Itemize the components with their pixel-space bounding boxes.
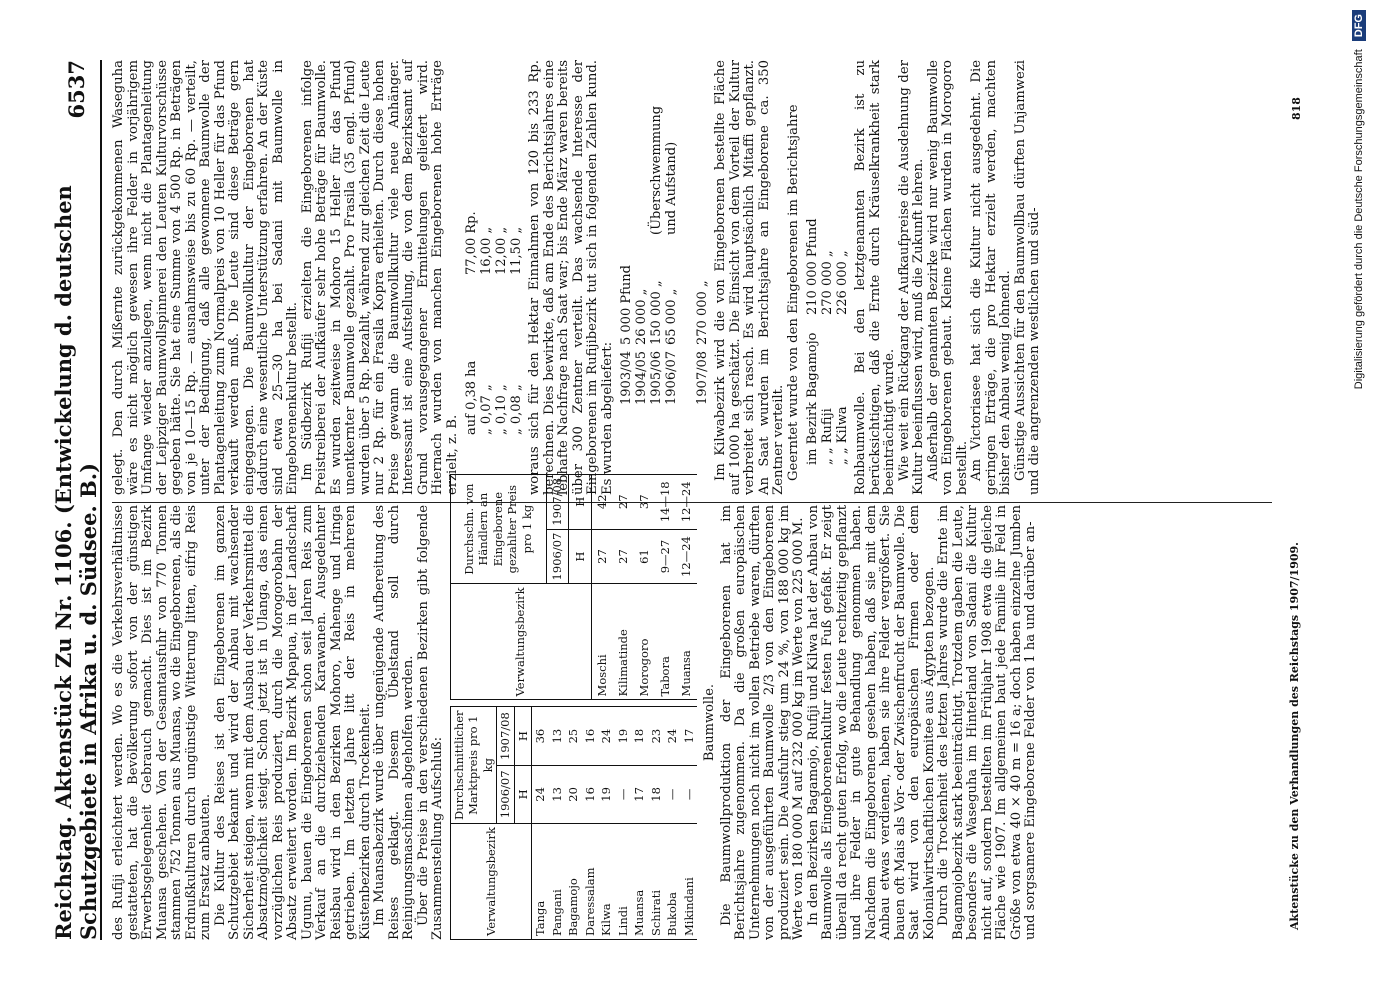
table-unit: H bbox=[569, 529, 591, 584]
paragraph: Geerntet wurde von den Eingeborenen im Berichtsjahre bbox=[785, 104, 801, 481]
price-value: 9—27 bbox=[655, 529, 676, 584]
table-row bbox=[613, 474, 634, 700]
delivery-amount: 5 000 Pfund bbox=[619, 265, 634, 345]
table-group-header: Durchschnittlicher Marktpreis pro 1 kg bbox=[450, 707, 497, 824]
price-value: 16 bbox=[582, 707, 599, 765]
delivery-note: (Überschwemmung und Aufstand) bbox=[649, 105, 679, 235]
price-value: 13 bbox=[549, 707, 566, 765]
paragraph: gelegt. Den durch Mißernte zurückgekommenen Waseguha wäre es nicht möglich gewesen ihre Felder in vorjährigem Umfange wieder anzulegen, wenn nicht die Plantagenleitung der Leipziger Baumwollspinnerei den Leuten Kulturvorschüsse gegeben hätte. Sie hat eine Summe von 4 500 Rp. in Beträgen von je 10—15 Rp. — ausnahmsweise bis zu 60 Rp. — verteilt, unter der Bedingung, daß alle gewonnene Baumwolle der Plantagenleitung zum Normalpreis von 10 Heller für das Pfund verkauft werden muß. Die Leute sind diese Beträge gern eingegangen. Die Baumwollkultur der Eingeborenen hat dadurch eine wesentliche Unterstützung erfahren. An der Küste sind etwa 25—30 ha bei Sadani mit Baumwolle in Eingeborenenkultur bestellt. bbox=[111, 60, 300, 495]
table-unit: H bbox=[514, 707, 532, 765]
district-name: Mikindani bbox=[681, 824, 698, 940]
table-row bbox=[565, 707, 582, 940]
yield-amount: 77,00 Rp. bbox=[464, 211, 479, 275]
harvest-district: „ „ Kilwa bbox=[835, 406, 850, 465]
list-item bbox=[619, 60, 634, 405]
list-item bbox=[805, 60, 820, 465]
footer-source: Aktenstücke zu den Verhandlungen des Reichstags 1907/1909. bbox=[1288, 542, 1301, 930]
district-name: Schirati bbox=[648, 824, 665, 940]
paragraph: Im Muansabezirk wurde über ungenügende Aufbereitung des Reises geklagt. Diesem Übelstand soll durch Reinigungsmaschinen abgeholfen werden. bbox=[372, 505, 416, 940]
harvest-district: „ „ Rufiji bbox=[820, 408, 835, 465]
paragraph: woraus sich für den Hektar Einnahmen von 120 bis 233 Rp. berechnen. Dies bewirkte, daß am Ende des Berichtsjahres eine lebhafte Nachfrage nach Saat war; bis Ende März waren bereits über 300 Zentner verteilt. Das wachsende Interesse der Eingeborenen im Rufijibezirk tut sich in folgenden Zahlen kund. Es wurden abgeliefert: bbox=[527, 60, 615, 495]
table-row bbox=[615, 707, 632, 940]
table-row bbox=[648, 707, 665, 940]
table-row bbox=[655, 474, 676, 700]
paragraph: Wie weit ein Rückgang der Aufkaufpreise die Ausdehnung der Kultur beeinflussen wird, muß die Zukunft lehren. bbox=[896, 60, 926, 495]
district-name: Lindi bbox=[615, 824, 632, 940]
price-tables bbox=[450, 477, 698, 940]
district-name: Moschi bbox=[591, 584, 613, 700]
harvest-amount: 226 000 „ bbox=[835, 250, 850, 315]
price-value: 12—24 bbox=[676, 529, 697, 584]
price-value: 19 bbox=[598, 765, 615, 823]
district-name: Morogoro bbox=[634, 584, 655, 700]
district-name: Tabora bbox=[655, 584, 676, 700]
yield-area: „ 0,08 „ bbox=[509, 384, 524, 435]
paragraph: Günstige Aussichten für den Baumwollbau dürften Unjamwezi und die angrenzenden westlichen und süd- bbox=[1012, 60, 1042, 495]
table-col-header: Verwaltungsbezirk bbox=[450, 824, 532, 940]
table-group-header: Durchschn. von Händlern an Eingeborene gezahlter Preis pro 1 kg bbox=[450, 474, 546, 584]
paragraph: Die Kultur des Reises ist den Eingeborenen im ganzen Schutzgebiet bekannt und wird der Anbau mit wachsender Sicherheit steigen, wenn mit dem Ausbau der Verkehrsmittel die Absatzmöglichkeit steigt. Schon jetzt ist in Ulanga, das einen vorzüglichen Reis produziert, durch die Morogorobahn der Absatz erweitert worden. Im Bezirk Mpapua, in der Landschaft Ugunu, bauen die Eingeborenen schon seit Jahren Reis zum Verkauf an die durchziehenden Karawanen. Ausgedehnter Reisbau wird in den Bezirken Mohoro, Mahenge und Iringa getrieben. Im letzten Jahre litt der Reis in mehreren Küstenbezirken durch Trockenheit. bbox=[212, 505, 373, 940]
price-value: 27 bbox=[591, 529, 613, 584]
price-value: 17 bbox=[631, 765, 648, 823]
price-value: 24 bbox=[532, 765, 549, 823]
price-value: 24 bbox=[664, 707, 681, 765]
list-item bbox=[695, 60, 710, 405]
delivery-year: 1907/08 bbox=[695, 350, 710, 405]
list-item bbox=[494, 60, 509, 435]
price-value: 37 bbox=[634, 474, 655, 529]
harvest-list bbox=[805, 60, 850, 465]
price-value: 61 bbox=[634, 529, 655, 584]
price-value: 14—18 bbox=[655, 474, 676, 529]
table-year-header: 1906/07 bbox=[546, 529, 568, 584]
list-item bbox=[835, 60, 850, 465]
price-value: 27 bbox=[613, 529, 634, 584]
table-row bbox=[591, 474, 613, 700]
paragraph: In den Bezirken Bagamojo, Rufiji und Kilwa hat der Anbau von Baumwolle als Eingeborenenkultur festen Fuß gefaßt. Er zeigt überall da recht guten Erfolg, wo die Leute rechtzeitig gepflanzt und ihre Felder in gute Behandlung genommen haben. Nachdem die Eingeborenen gesehen haben, daß sie mit dem Anbau etwas verdienen, haben sie ihre Felder vergrößert. Sie bauen oft Mais als Vor- oder Zwischenfrucht der Baumwolle. Die Saat wird von den europäischen Firmen oder dem Kolonialwirtschaftlichen Komitee aus Ägypten bezogen. bbox=[805, 505, 937, 940]
price-value: — bbox=[664, 765, 681, 823]
header-title: Reichstag. Aktenstück Zu Nr. 1106. (Entwickelung d. deutschen Schutzgebiete in Afrika u. d. Südsee. B.) bbox=[51, 185, 101, 940]
delivery-year: 1906/07 bbox=[664, 350, 679, 405]
price-value: 18 bbox=[648, 765, 665, 823]
table-year-header: 1906/07 bbox=[497, 765, 515, 823]
delivery-amount: 270 000 „ bbox=[695, 280, 710, 345]
table-year-header: 1907/08 bbox=[497, 707, 515, 765]
table-row bbox=[634, 474, 655, 700]
price-value: — bbox=[681, 765, 698, 823]
yield-list bbox=[464, 60, 524, 435]
paragraph: Über die Preise in den verschiedenen Bezirken gibt folgende Zusammenstellung Aufschluß: bbox=[415, 505, 445, 940]
delivery-year: 1903/04 bbox=[619, 350, 634, 405]
table-unit: H bbox=[514, 765, 532, 823]
district-name: Kilimatinde bbox=[613, 584, 634, 700]
paragraph: Außerhalb der genannten Bezirke wird nur wenig Baumwolle von Eingeborenen gebaut. Kleine Flächen wurden in Morogoro bestellt. bbox=[925, 60, 970, 495]
district-name: Kilwa bbox=[598, 824, 615, 940]
left-column bbox=[111, 477, 1282, 940]
table-row bbox=[598, 707, 615, 940]
table-row bbox=[631, 707, 648, 940]
paragraph: Durch die Trockenheit des letzten Jahres wurde die Ernte im Bagamojobezirk stark beeinträchtigt. Trotzdem gaben die Leute, besonders die Waseguha im Hinterland von Sadani die Kultur nicht auf, sondern bestellten im Frühjahr 1908 etwa die gleiche Fläche wie 1907. Im allgemeinen baut jede Familie ihr Feld in Größe von etwa 40 × 40 m = 16 a; doch haben einzelne Jumben und sorgsamere Eingeborene Felder von 1 ha und darüber an- bbox=[936, 505, 1038, 940]
table-year-header: 1907/08 bbox=[546, 474, 568, 529]
delivery-amount: 150 000 „ bbox=[649, 280, 664, 345]
price-value: — bbox=[615, 765, 632, 823]
table-row bbox=[582, 707, 599, 940]
district-name: Tanga bbox=[532, 824, 549, 940]
list-item bbox=[634, 60, 649, 405]
list-item bbox=[509, 60, 524, 435]
delivery-year: 1904/05 bbox=[634, 350, 649, 405]
district-name: Bagamojo bbox=[565, 824, 582, 940]
price-value: 17 bbox=[681, 707, 698, 765]
district-name: Muansa bbox=[631, 824, 648, 940]
footer-sheet-number: 818 bbox=[1290, 97, 1303, 120]
harvest-district: im Bezirk Bagamojo bbox=[805, 332, 820, 465]
paragraph: des Rufiji erleichtert werden. Wo es die Verkehrsverhältnisse gestatteten, hat die Bevölkerung sofort von der günstigen Erwerbsgelegenheit Gebrauch gemacht. Dies ist im Bezirk Muansa geschehen. Von der Gesamtausfuhr von 770 Tonnen stammen 752 Tonnen aus Muansa, wo die Eingeborenen, als die Erdnußkulturen durch ungünstige Witterung litten, eifrig Reis zum Ersatz anbauten. bbox=[111, 505, 213, 940]
yield-amount: 16,00 „ bbox=[479, 226, 494, 275]
paragraph: Rohbaumwolle. Bei den letztgenannten Bezirk ist zu berücksichtigen, daß die Ernte durch Kräuselkrankheit stark beeinträchtigt wurde. bbox=[853, 60, 897, 495]
delivery-amount: 26 000 „ bbox=[634, 288, 649, 345]
right-column bbox=[112, 60, 1282, 495]
list-item bbox=[464, 60, 479, 435]
price-value: 18 bbox=[631, 707, 648, 765]
price-value: 25 bbox=[565, 707, 582, 765]
page-number: 6537 bbox=[63, 60, 89, 119]
price-value: 24 bbox=[598, 707, 615, 765]
district-name: Pangani bbox=[549, 824, 566, 940]
price-value: 42 bbox=[591, 474, 613, 529]
table-row bbox=[664, 707, 681, 940]
list-item bbox=[479, 60, 494, 435]
table-row bbox=[549, 707, 566, 940]
price-value: 23 bbox=[648, 707, 665, 765]
delivery-amount: 65 000 „ bbox=[664, 288, 679, 345]
paragraph: Im Kilwabezirk wird die von Eingeborenen bestellte Fläche auf 1000 ha geschätzt. Die Einsicht von dem Vorteil der Kultur verbreitet sich rasch. Es wird hauptsächlich Mitaffi gepflanzt. An Saat wurden im Berichtsjahre an Eingeborene ca. 350 Zentner verteilt. bbox=[713, 60, 786, 495]
trader-price-table bbox=[450, 474, 698, 701]
delivery-list bbox=[619, 60, 710, 405]
section-title: Baumwolle. bbox=[702, 683, 717, 762]
table-row bbox=[532, 707, 549, 940]
yield-area: „ 0,07 „ bbox=[479, 384, 494, 435]
price-value: 19 bbox=[615, 707, 632, 765]
harvest-amount: 210 000 Pfund bbox=[805, 218, 820, 315]
credit-text: Digitalisierung gefördert durch die Deutsche Forschungsgemeinschaft bbox=[1353, 49, 1365, 390]
district-name: Bukoba bbox=[664, 824, 681, 940]
price-value: 20 bbox=[565, 765, 582, 823]
paragraph: Die Baumwollproduktion der Eingeborenen hat im Berichtsjahre zugenommen. Da die großen europäischen Unternehmungen noch nicht im vollen Betriebe waren, dürften von der ausgeführten Baumwolle 2/3 von den Eingeborenen produziert sein. Die Ausfuhr stieg um 24 %, von 188 000 kg im Werte von 180 000 M auf 232 000 kg im Werte von 225 000 M. bbox=[718, 505, 806, 940]
paragraph: Am Victoriasee hat sich die Kultur nicht ausgedehnt. Die geringen Erträge, die pro Hektar erzielt werden, machten bisher den Anbau wenig lohnend. bbox=[969, 60, 1013, 495]
delivery-year: 1905/06 bbox=[649, 350, 664, 405]
page-header bbox=[52, 60, 102, 940]
table-row bbox=[681, 707, 698, 940]
yield-area: „ 0,10 „ bbox=[494, 384, 509, 435]
district-name: Daressalam bbox=[582, 824, 599, 940]
price-value: 36 bbox=[532, 707, 549, 765]
yield-amount: 12,00 „ bbox=[494, 226, 509, 275]
table-row bbox=[676, 474, 697, 700]
list-item bbox=[820, 60, 835, 465]
dfg-logo-icon: DFG bbox=[1352, 10, 1366, 41]
table-unit: H bbox=[569, 474, 591, 529]
harvest-amount: 270 000 „ bbox=[820, 250, 835, 315]
digitization-credit bbox=[1352, 10, 1366, 990]
paragraph: Im Südbezirk Rufiji erzielten die Eingeborenen infolge Preistreiberei der Aufkäufer sehr hohe Beträge für Baumwolle. Es wurden zeitweise in Mohoro 15 Heller für das Pfund unentkernter Baumwolle gezahlt. Pro Frasila (35 engl. Pfund) wurden über 5 Rp. bezahlt, während zur gleichen Zeit die Leute nur 2 Rp. für ein Frasila Kopra erhielten. Durch diese hohen Preise gewann die Baumwollkultur viele neue Anhänger. Interessant ist eine Aufstellung, die von dem Bezirksamt auf Grund vorausgegangener Ermittelungen geliefert wird. Hiernach wurden von manchen Eingeborenen hohe Erträge erzielt, z. B. bbox=[299, 60, 460, 495]
district-name: Muansa bbox=[676, 584, 697, 700]
price-value: 16 bbox=[582, 765, 599, 823]
market-price-table bbox=[450, 706, 698, 940]
table-col-header: Verwaltungsbezirk bbox=[450, 584, 591, 700]
price-value: 27 bbox=[613, 474, 634, 529]
yield-amount: 11,50 „ bbox=[509, 226, 524, 275]
price-value: 13 bbox=[549, 765, 566, 823]
price-value: 12—24 bbox=[676, 474, 697, 529]
yield-area: auf 0,38 ha bbox=[464, 360, 479, 435]
